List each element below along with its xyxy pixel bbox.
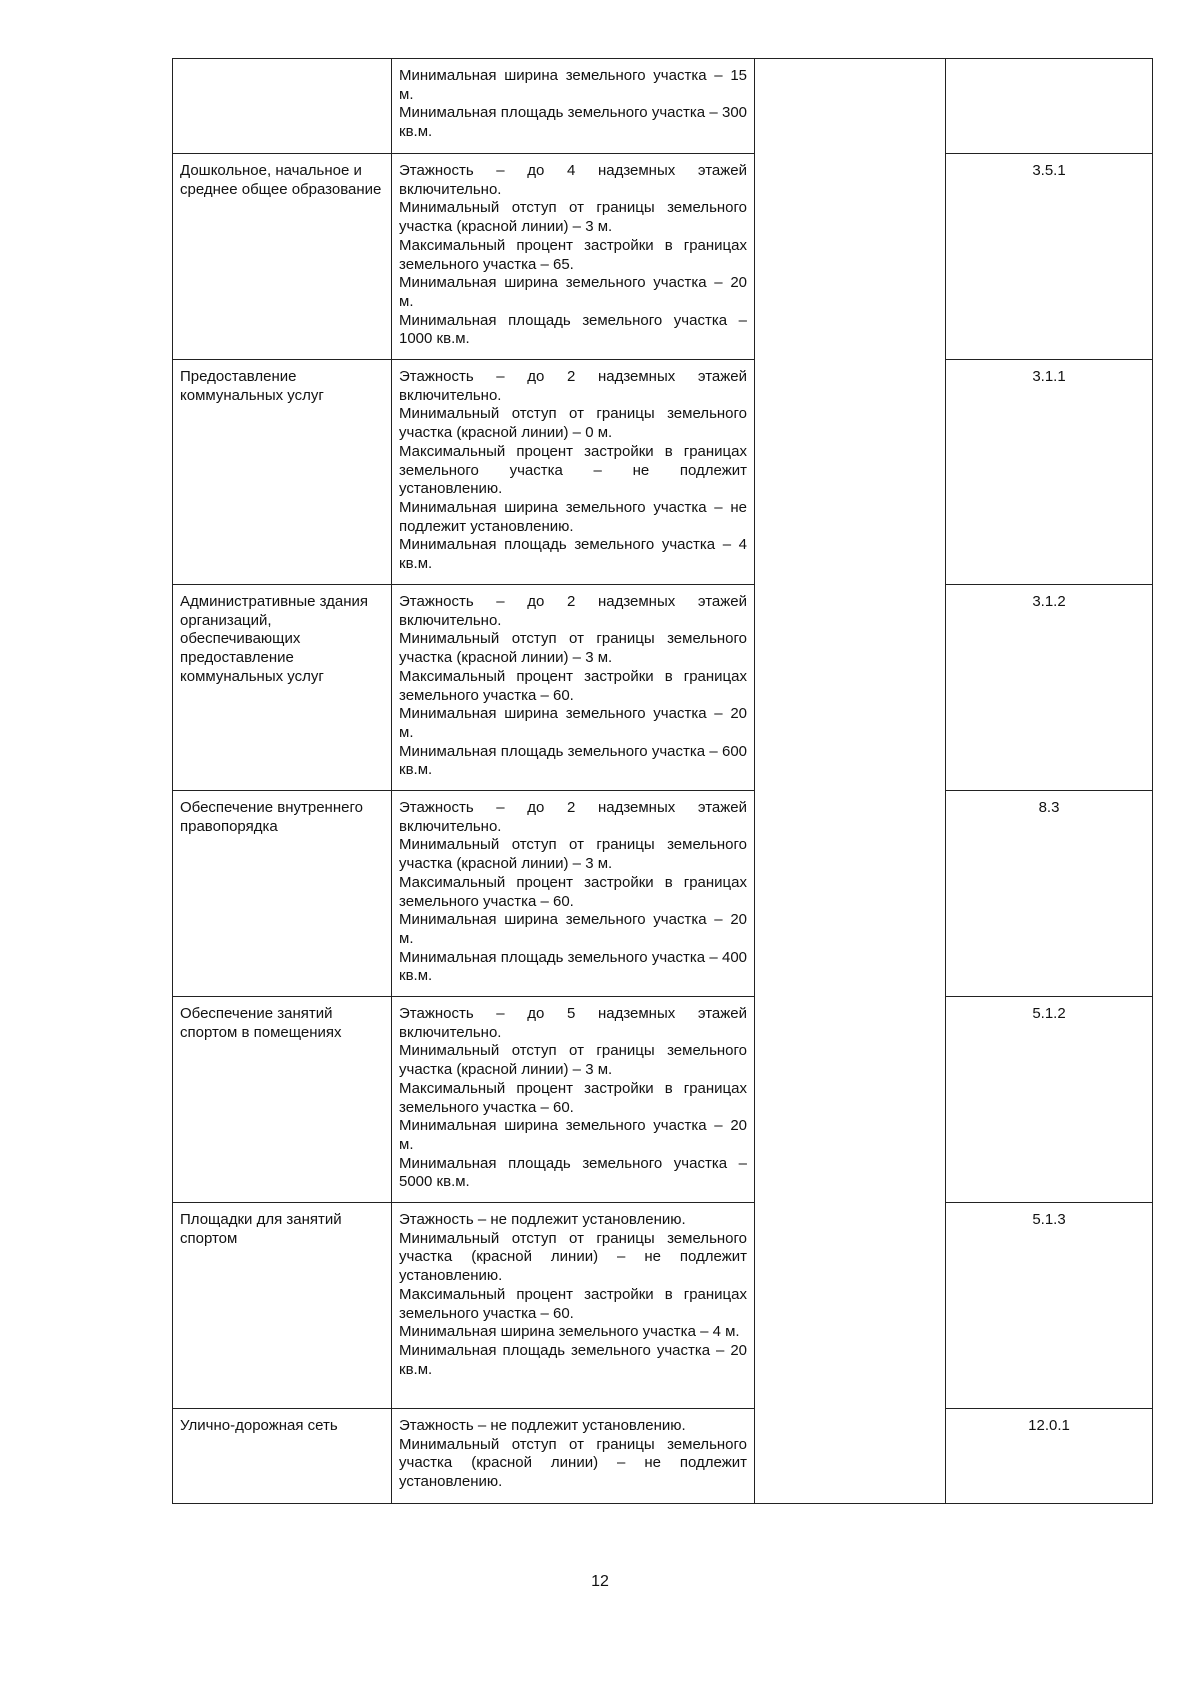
parameter-line: Этажность – до 2 надземных этажей включительно. <box>399 593 747 629</box>
zoning-table <box>172 58 1153 1504</box>
parameter-line: Минимальный отступ от границы земельного участка (красной линии) – 3 м. <box>399 630 747 667</box>
parameter-line: Минимальная ширина земельного участка – 20 м. <box>399 911 747 947</box>
use-type-code: 3.5.1 <box>946 154 1153 360</box>
parameter-line: Минимальная площадь земельного участка – 4 кв.м. <box>399 536 747 573</box>
parameter-line: Этажность – до 4 надземных этажей включительно. <box>399 162 747 198</box>
parameter-line: Минимальная площадь земельного участка – 5000 кв.м. <box>399 1154 747 1191</box>
use-type-code: 8.3 <box>946 791 1153 997</box>
parameter-line: Минимальный отступ от границы земельного участка (красной линии) – не подлежит установлению. <box>399 1435 747 1491</box>
parameter-line: Минимальная ширина земельного участка – не подлежит установлению. <box>399 498 747 535</box>
parameter-line: Минимальная площадь земельного участка – 600 кв.м. <box>399 742 747 779</box>
use-type-code: 12.0.1 <box>946 1409 1153 1504</box>
parameter-line: Этажность – не подлежит установлению. <box>399 1211 686 1228</box>
parameter-line: Минимальный отступ от границы земельного участка (красной линии) – 0 м. <box>399 405 747 442</box>
parameter-line: Минимальная ширина земельного участка – 20 м. <box>399 274 747 310</box>
parameter-line: Минимальная площадь земельного участка – 400 кв.м. <box>399 948 747 985</box>
parameter-line: Этажность – до 5 надземных этажей включительно. <box>399 1005 747 1041</box>
parameter-line: Минимальная ширина земельного участка – 15 м. <box>399 67 747 103</box>
parameter-line: Максимальный процент застройки в границах земельного участка – 60. <box>399 667 747 704</box>
parameter-line: Минимальная ширина земельного участка – 20 м. <box>399 1117 747 1153</box>
parameters-cell <box>392 59 755 154</box>
parameter-line: Максимальный процент застройки в границах земельного участка – 60. <box>399 1079 747 1116</box>
use-type-name: Предоставление коммунальных услуг <box>173 360 392 585</box>
parameters-cell <box>392 1203 755 1409</box>
use-type-code: 5.1.3 <box>946 1203 1153 1409</box>
use-type-name: Улично-дорожная сеть <box>173 1409 392 1504</box>
parameter-line: Максимальный процент застройки в границах земельного участка – не подлежит установлению. <box>399 442 747 498</box>
table-row <box>173 154 1153 360</box>
parameters-cell <box>392 154 755 360</box>
parameter-line: Максимальный процент застройки в границах земельного участка – 65. <box>399 236 747 273</box>
table-row <box>173 360 1153 585</box>
table-row <box>173 791 1153 997</box>
use-type-name: Обеспечение занятий спортом в помещениях <box>173 997 392 1203</box>
parameter-line: Минимальная ширина земельного участка – 20 м. <box>399 705 747 741</box>
use-type-name <box>173 59 392 154</box>
use-type-name: Площадки для занятий спортом <box>173 1203 392 1409</box>
parameters-cell <box>392 585 755 791</box>
use-type-name: Дошкольное, начальное и среднее общее образование <box>173 154 392 360</box>
use-type-code <box>946 59 1153 154</box>
parameter-line: Этажность – до 2 надземных этажей включительно. <box>399 799 747 835</box>
parameter-line: Максимальный процент застройки в границах земельного участка – 60. <box>399 1285 747 1322</box>
parameter-line: Минимальная площадь земельного участка – 1000 кв.м. <box>399 311 747 348</box>
empty-column-cell <box>755 59 946 1504</box>
use-type-code: 5.1.2 <box>946 997 1153 1203</box>
use-type-name: Обеспечение внутреннего правопорядка <box>173 791 392 997</box>
table-row <box>173 59 1153 154</box>
parameter-line: Минимальная площадь земельного участка – 300 кв.м. <box>399 104 747 141</box>
parameter-line: Минимальная ширина земельного участка – 4 м. <box>399 1323 740 1341</box>
parameter-line: Минимальный отступ от границы земельного участка (красной линии) – 3 м. <box>399 199 747 236</box>
page-number: 12 <box>591 1573 609 1590</box>
parameter-line: Этажность – до 2 надземных этажей включительно. <box>399 368 747 404</box>
parameter-line: Минимальная площадь земельного участка – 20 кв.м. <box>399 1341 747 1378</box>
parameters-cell <box>392 791 755 997</box>
parameters-cell <box>392 360 755 585</box>
parameter-line: Минимальный отступ от границы земельного участка (красной линии) – не подлежит установлению. <box>399 1229 747 1285</box>
use-type-code: 3.1.1 <box>946 360 1153 585</box>
table-row <box>173 1409 1153 1504</box>
zoning-table-body <box>173 59 1153 1504</box>
use-type-name: Административные здания организаций, обеспечивающих предоставление коммунальных услуг <box>173 585 392 791</box>
table-row <box>173 997 1153 1203</box>
parameter-line: Минимальный отступ от границы земельного участка (красной линии) – 3 м. <box>399 836 747 873</box>
use-type-code: 3.1.2 <box>946 585 1153 791</box>
table-row <box>173 585 1153 791</box>
parameters-cell <box>392 1409 755 1504</box>
parameter-line: Минимальный отступ от границы земельного участка (красной линии) – 3 м. <box>399 1042 747 1079</box>
parameter-line: Этажность – не подлежит установлению. <box>399 1417 686 1434</box>
parameters-cell <box>392 997 755 1203</box>
parameter-line: Максимальный процент застройки в границах земельного участка – 60. <box>399 873 747 910</box>
table-row <box>173 1203 1153 1409</box>
